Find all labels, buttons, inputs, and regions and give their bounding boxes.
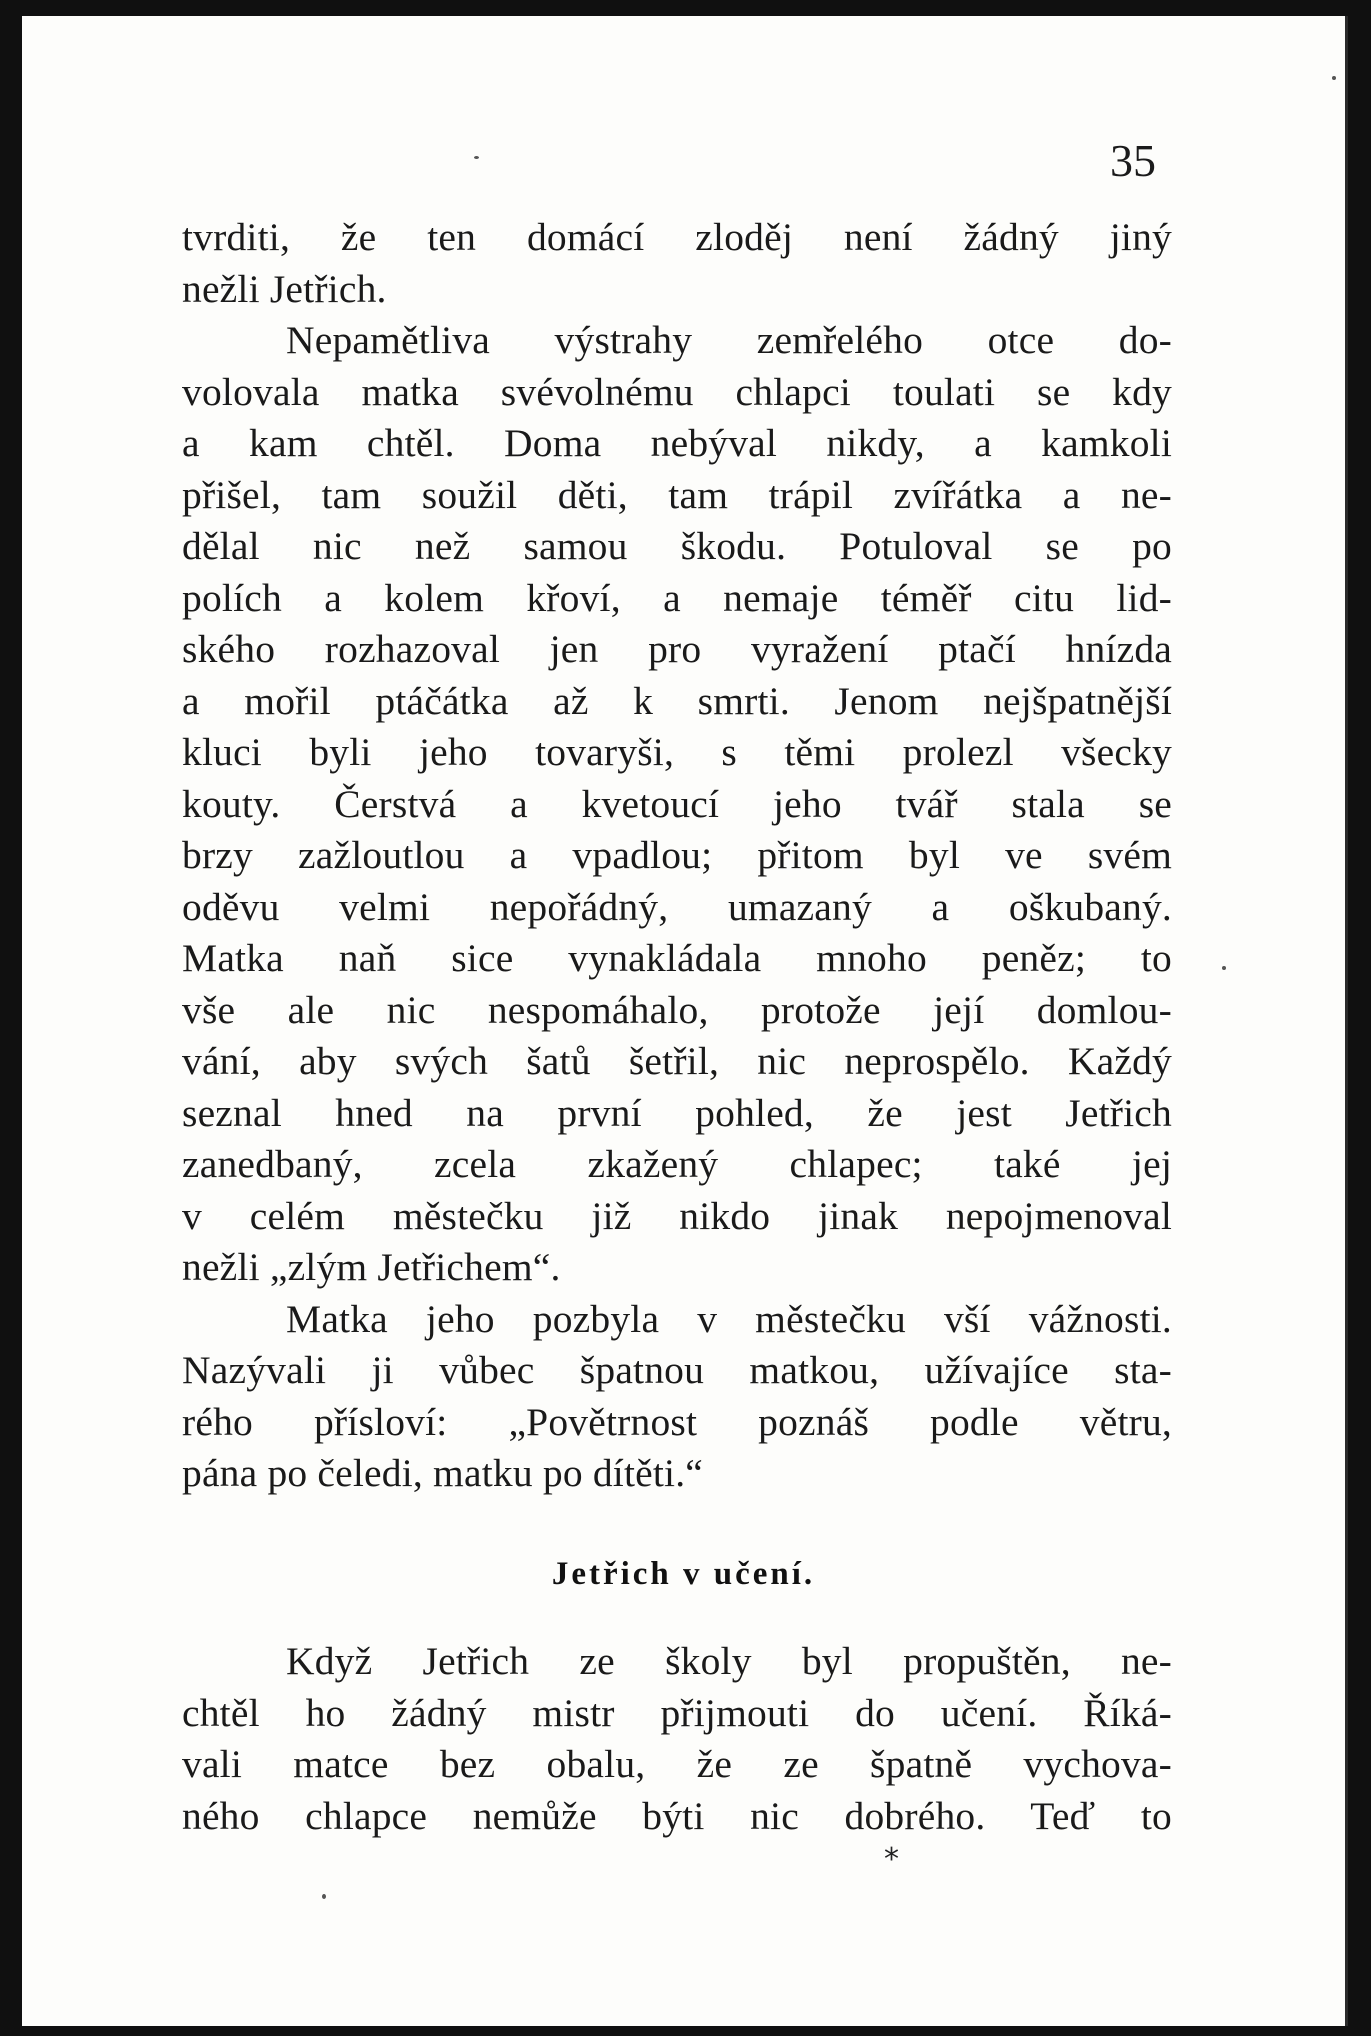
text-line: Matka naň sice vynakládala mnoho peněz; to [182,936,1172,980]
page-number: 35 [1110,135,1156,186]
text-line: Když Jetřich ze školy byl propuštěn, ne- [286,1639,1172,1683]
print-speck [1222,966,1226,970]
text-line: nežli „zlým Jetřichem“. [182,1245,561,1289]
text-line: chtěl ho žádný mistr přijmouti do učení. Říká- [182,1690,1172,1735]
text-line: kouty. Čerstvá a kvetoucí jeho tvář stala se [182,781,1172,826]
text-line: rého přísloví: „Povětrnost poznáš podle větru, [182,1399,1172,1444]
text-line: kluci byli jeho tovaryši, s těmi prolezl všecky [182,730,1172,774]
body-text-bottom [182,1636,1172,1842]
text-line: dělal nic než samou škodu. Potuloval se po [182,524,1172,568]
text-line: brzy zažloutlou a vpadlou; přitom byl ve svém [182,833,1172,877]
text-line: v celém městečku již nikdo jinak nepojmenoval [182,1193,1172,1238]
text-line: přišel, tam soužil děti, tam trápil zvířátka a ne- [182,472,1172,517]
text-line: ského rozhazoval jen pro vyražení ptačí hnízda [182,627,1172,671]
text-line: seznal hned na první pohled, že jest Jetřich [182,1090,1172,1135]
print-speck [1332,76,1336,80]
text-line: nežli Jetřich. [182,266,387,311]
text-line: oděvu velmi nepořádný, umazaný a oškubaný. [182,884,1172,929]
text-line: a mořil ptáčátka až k smrti. Jenom nejšpatnější [182,678,1172,723]
text-line: volovala matka svévolnému chlapci toulati se kdy [182,369,1172,414]
text-line: Matka jeho pozbyla v městečku vší vážnosti. [286,1296,1172,1341]
section-heading: Jetřich v učení. [551,1556,816,1592]
text-line: vali matce bez obalu, že ze špatně vychova- [182,1742,1172,1786]
text-line: Nazývali ji vůbec špatnou matkou, užívajíce sta- [182,1348,1172,1392]
signature-asterisk: * [884,1842,899,1877]
text-line: Nepamětliva výstrahy zemřelého otce do- [286,318,1172,362]
text-line: tvrditi, že ten domácí zloděj není žádný jiný [182,215,1172,259]
text-line: vání, aby svých šatů šetřil, nic neprospělo. Každý [182,1039,1172,1083]
text-line: polích a kolem křoví, a nemaje téměř citu lid- [182,575,1172,620]
text-line: vše ale nic nespomáhalo, protože její domlou- [182,987,1172,1032]
book-page [22,16,1348,2026]
text-line: ného chlapce nemůže býti nic dobrého. Teď to [182,1793,1172,1838]
text-line: zanedbaný, zcela zkažený chlapec; také jej [182,1142,1172,1186]
print-speck [474,156,479,159]
body-text-top [182,212,1172,1500]
print-speck [322,1894,326,1899]
text-line: a kam chtěl. Doma nebýval nikdy, a kamkoli [182,421,1172,465]
text-line: pána po čeledi, matku po dítěti.“ [182,1451,704,1495]
